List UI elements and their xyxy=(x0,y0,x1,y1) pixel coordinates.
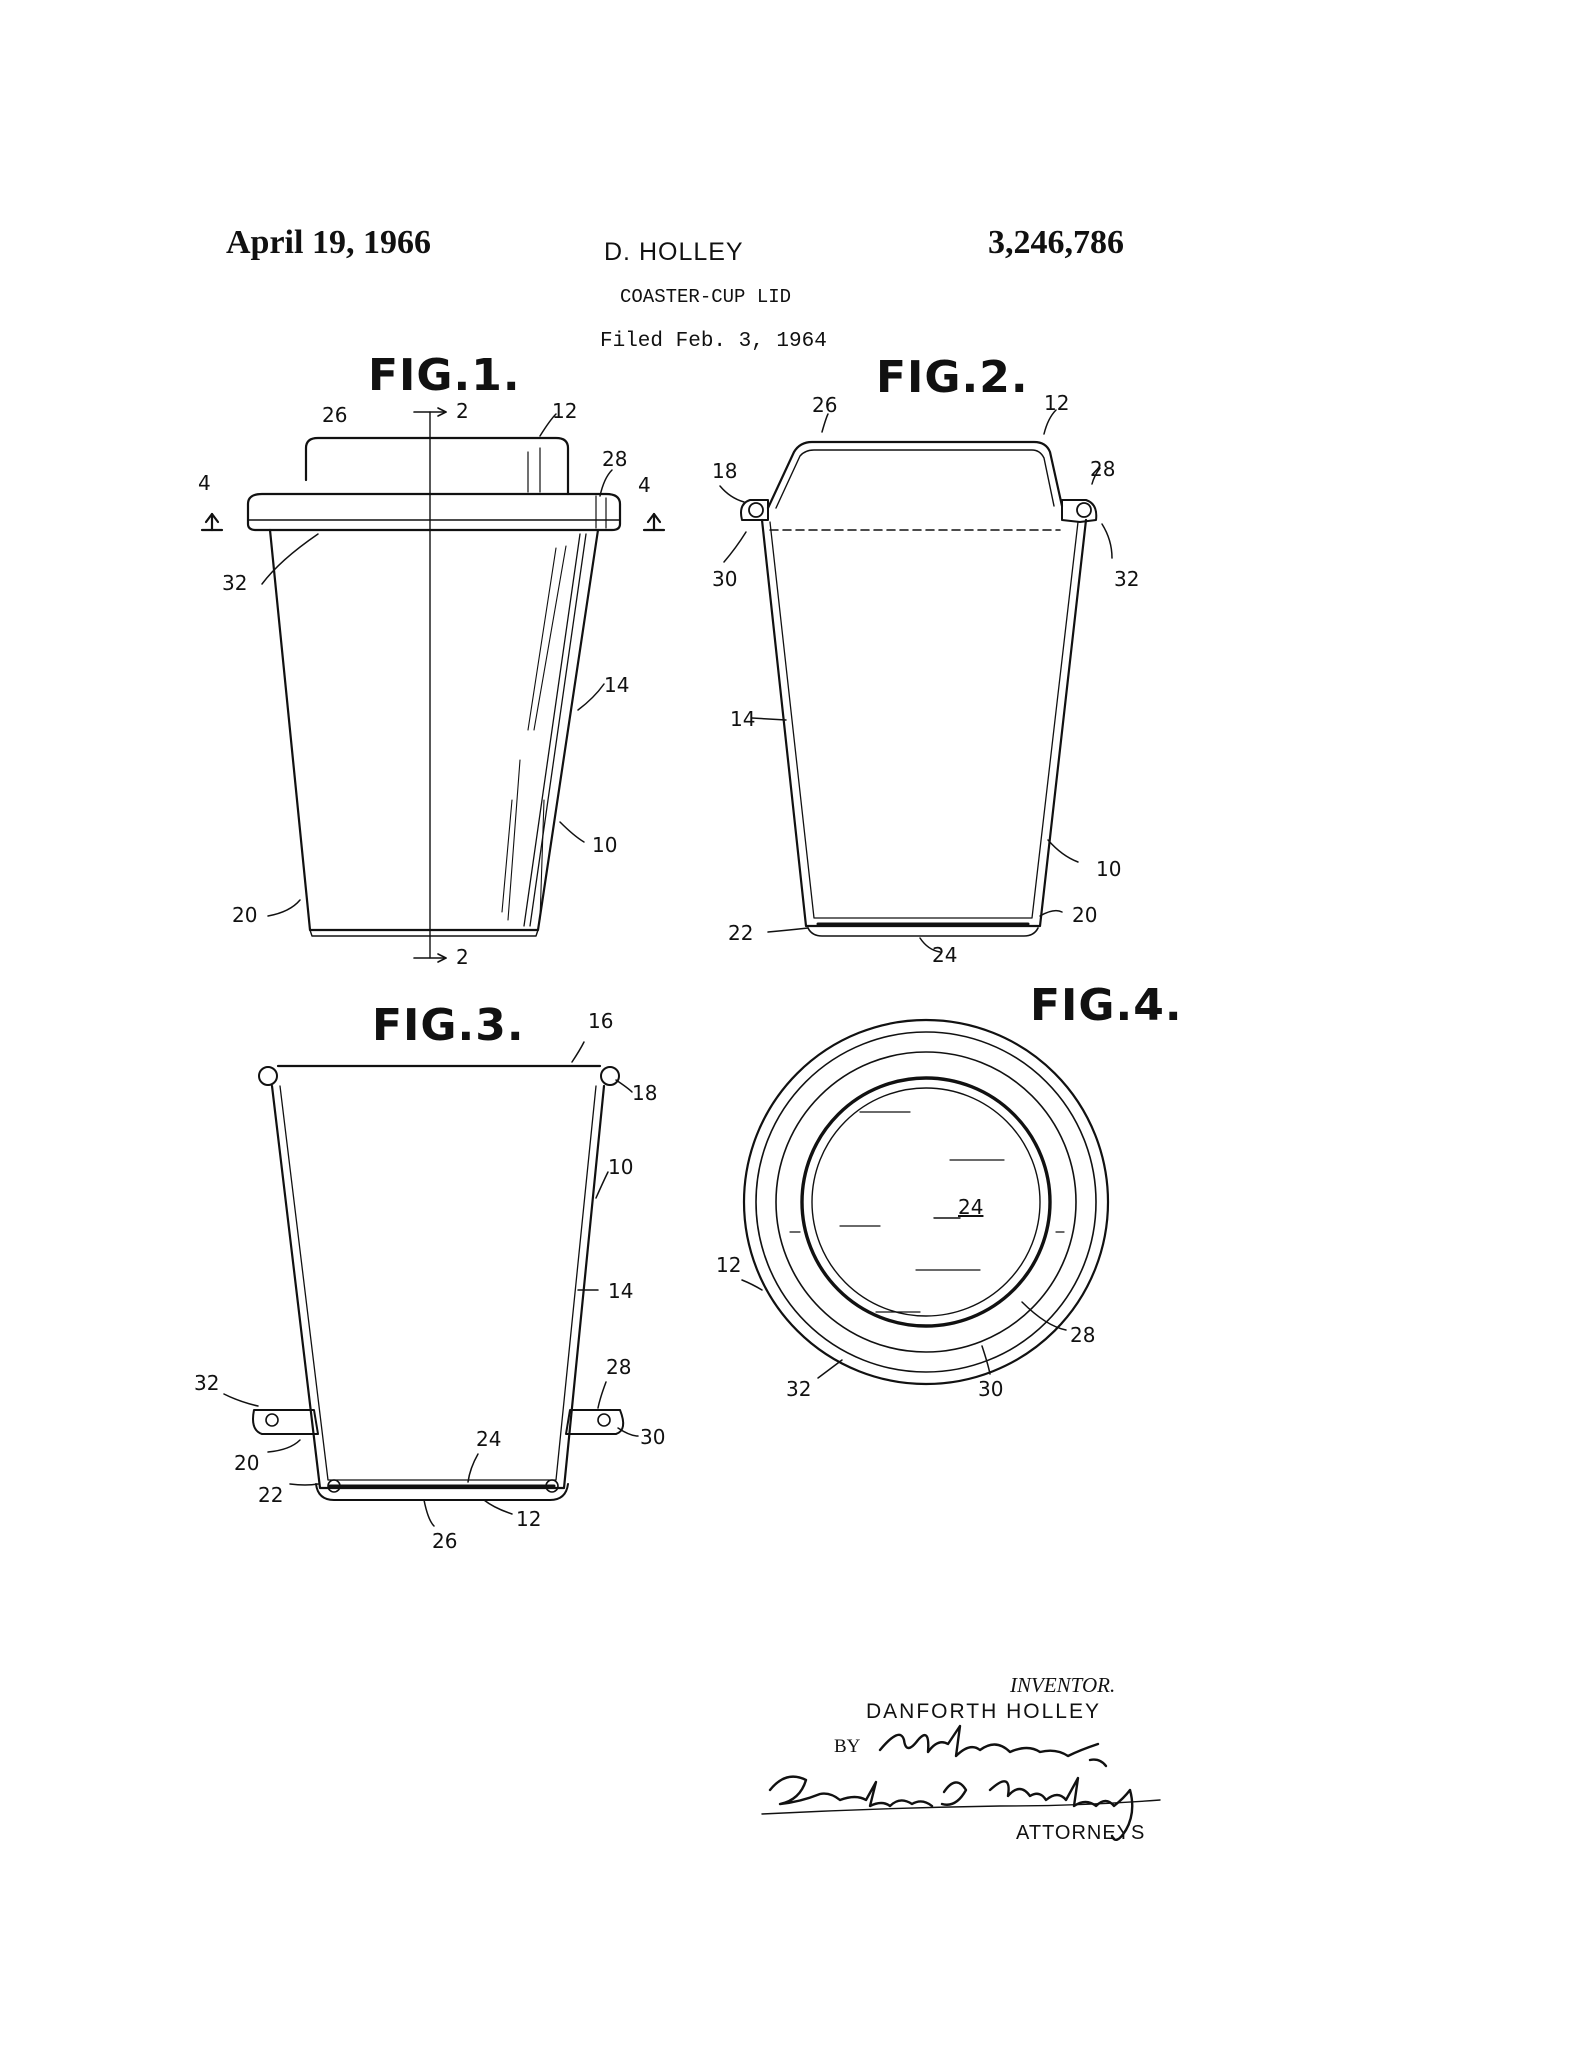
inventor-label: INVENTOR. xyxy=(1010,1673,1116,1697)
ref-fig1-14: 14 xyxy=(604,673,630,697)
ref-fig2-26: 26 xyxy=(812,393,838,417)
filed-date: Filed Feb. 3, 1964 xyxy=(600,330,827,353)
fig3-cup-inverted xyxy=(224,1042,638,1526)
ref-fig3-26: 26 xyxy=(432,1529,458,1553)
fig2-cup-section xyxy=(720,410,1112,952)
ref-fig1-28: 28 xyxy=(602,447,628,471)
ref-fig2-30: 30 xyxy=(712,567,738,591)
ref-fig3-12: 12 xyxy=(516,1507,542,1531)
ref-fig2-32: 32 xyxy=(1114,567,1140,591)
ref-fig3-28: 28 xyxy=(606,1355,632,1379)
attorneys-label: ATTORNEYS xyxy=(1016,1822,1146,1844)
fig1-cup-elevation xyxy=(202,408,664,962)
ref-fig3-24: 24 xyxy=(476,1427,502,1451)
ref-fig2-28: 28 xyxy=(1090,457,1116,481)
inventor-header: D. HOLLEY xyxy=(604,238,744,266)
ref-fig2-14: 14 xyxy=(730,707,756,731)
ref-fig2-22: 22 xyxy=(728,921,754,945)
ref-fig4-30: 30 xyxy=(978,1377,1004,1401)
ref-fig3-18: 18 xyxy=(632,1081,658,1105)
inventor-name: DANFORTH HOLLEY xyxy=(866,1700,1101,1723)
ref-fig3-14: 14 xyxy=(608,1279,634,1303)
ref-fig3-30: 30 xyxy=(640,1425,666,1449)
fig2-label: FIG.2. xyxy=(876,352,1029,403)
fig3-label: FIG.3. xyxy=(372,1000,525,1051)
ref-fig2-10: 10 xyxy=(1096,857,1122,881)
ref-fig1-20: 20 xyxy=(232,903,258,927)
ref-fig1-26: 26 xyxy=(322,403,348,427)
patent-number: 3,246,786 xyxy=(988,224,1124,261)
ref-fig1-4-right: 4 xyxy=(638,473,651,497)
ref-fig3-22: 22 xyxy=(258,1483,284,1507)
ref-fig3-20: 20 xyxy=(234,1451,260,1475)
patent-title: COASTER-CUP LID xyxy=(620,286,792,308)
by-label: BY xyxy=(834,1736,861,1757)
patent-date: April 19, 1966 xyxy=(226,224,431,261)
ref-fig1-2-top: 2 xyxy=(456,399,469,423)
ref-fig4-12: 12 xyxy=(716,1253,742,1277)
ref-fig1-12: 12 xyxy=(552,399,578,423)
ref-fig3-10: 10 xyxy=(608,1155,634,1179)
ref-fig2-18: 18 xyxy=(712,459,738,483)
fig1-label: FIG.1. xyxy=(368,350,521,401)
ref-fig1-2-bottom: 2 xyxy=(456,945,469,969)
ref-fig1-4-left: 4 xyxy=(198,471,211,495)
ref-fig4-32: 32 xyxy=(786,1377,812,1401)
fig4-lid-top-view xyxy=(742,1020,1108,1384)
fig2-reference-numerals xyxy=(712,391,1139,967)
ref-fig2-20: 20 xyxy=(1072,903,1098,927)
ref-fig1-10: 10 xyxy=(592,833,618,857)
ref-fig4-28: 28 xyxy=(1070,1323,1096,1347)
fig1-reference-numerals xyxy=(198,399,651,969)
ref-fig1-32: 32 xyxy=(222,571,248,595)
fig3-reference-numerals xyxy=(194,1009,665,1553)
ref-fig3-16: 16 xyxy=(588,1009,614,1033)
ref-fig3-32: 32 xyxy=(194,1371,220,1395)
ref-fig4-24: 24 xyxy=(958,1195,984,1219)
ref-fig2-24: 24 xyxy=(932,943,958,967)
ref-fig2-12: 12 xyxy=(1044,391,1070,415)
fig4-label: FIG.4. xyxy=(1030,980,1183,1031)
